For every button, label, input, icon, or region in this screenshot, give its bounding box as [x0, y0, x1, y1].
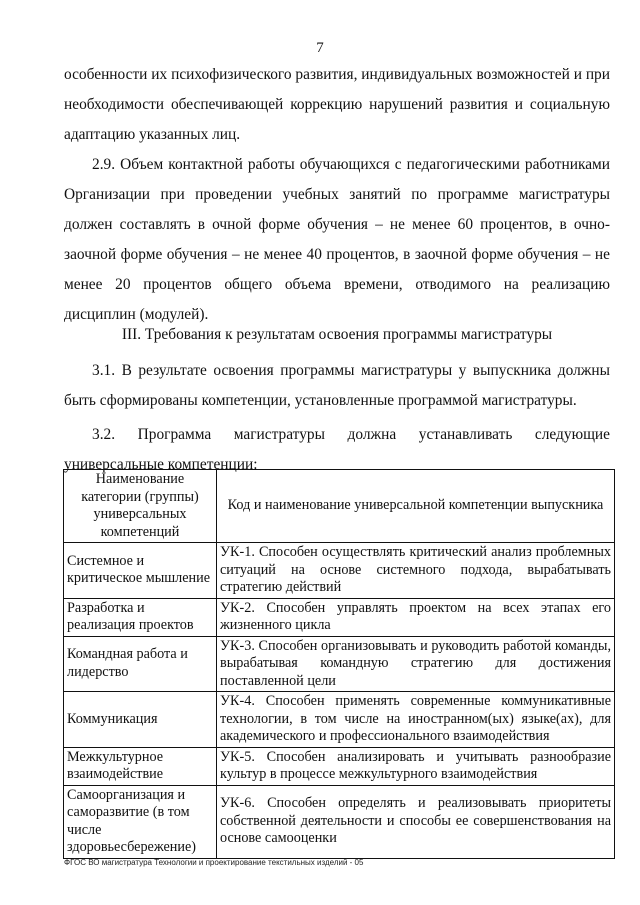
- competency-cell: УК-5. Способен анализировать и учитывать разнообразие культур в процессе межкультурного взаимодействия: [217, 747, 615, 785]
- competency-cell: УК-2. Способен управлять проектом на всех этапах его жизненного цикла: [217, 598, 615, 636]
- competency-cell: УК-3. Способен организовывать и руководить работой команды, вырабатывая командную стратегию для достижения поставленной цели: [217, 636, 615, 692]
- body-text-section-3: [64, 356, 610, 480]
- footer-note: ФГОС ВО магистратура Технологии и проектирование текстильных изделий - 05: [64, 858, 364, 867]
- section-heading: III. Требования к результатам освоения программы магистратуры: [121, 326, 553, 343]
- paragraph-3-1: 3.1. В результате освоения программы магистратуры у выпускника должны быть сформированы компетенции, установленные программой магистратуры.: [64, 362, 610, 409]
- competency-cell: УК-1. Способен осуществлять критический анализ проблемных ситуаций на основе системного подхода, вырабатывать стратегию действий: [217, 543, 615, 599]
- competencies-table: [63, 469, 615, 859]
- category-cell: Межкультурное взаимодействие: [64, 747, 217, 785]
- paragraph-3-2: 3.2. Программа магистратуры должна устанавливать следующие универсальные компетенции:: [64, 426, 610, 473]
- paragraph-2-9: 2.9. Объем контактной работы обучающихся с педагогическими работниками Организации при проведении учебных занятий по программе магистратуры должен составлять в очной форме обучения – не менее 60 процентов, в очно-заочной форме обучения – не менее 40 процентов, в заочной форме обучения – не менее 20 процентов общего объема времени, отводимого на реализацию дисциплин (модулей).: [64, 156, 610, 323]
- header-competency: Код и наименование универсальной компетенции выпускника: [217, 470, 615, 543]
- competency-cell: УК-4. Способен применять современные коммуникативные технологии, в том числе на иностранном(ых) языке(ах), для академического и профессионального взаимодействия: [217, 692, 615, 748]
- header-category: Наименование категории (группы) универсальных компетенций: [64, 470, 217, 543]
- table-row: [64, 747, 615, 785]
- table-row: [64, 785, 615, 858]
- category-cell: Командная работа и лидерство: [64, 636, 217, 692]
- category-cell: Самоорганизация и саморазвитие (в том числе здоровьесбережение): [64, 785, 217, 858]
- table-row: [64, 692, 615, 748]
- table-row: [64, 543, 615, 599]
- table-row: [64, 598, 615, 636]
- body-text-top: [64, 60, 610, 330]
- competency-cell: УК-6. Способен определять и реализовывать приоритеты собственной деятельности и способы ее совершенствования на основе самооценки: [217, 785, 615, 858]
- category-cell: Системное и критическое мышление: [64, 543, 217, 599]
- table-row: [64, 636, 615, 692]
- paragraph-continuation: особенности их психофизического развития, индивидуальных возможностей и при необходимости обеспечивающей коррекцию нарушений развития и социальную адаптацию указанных лиц.: [64, 66, 610, 143]
- category-cell: Разработка и реализация проектов: [64, 598, 217, 636]
- table-header-row: [64, 470, 615, 543]
- category-cell: Коммуникация: [64, 692, 217, 748]
- page-number: 7: [316, 40, 324, 56]
